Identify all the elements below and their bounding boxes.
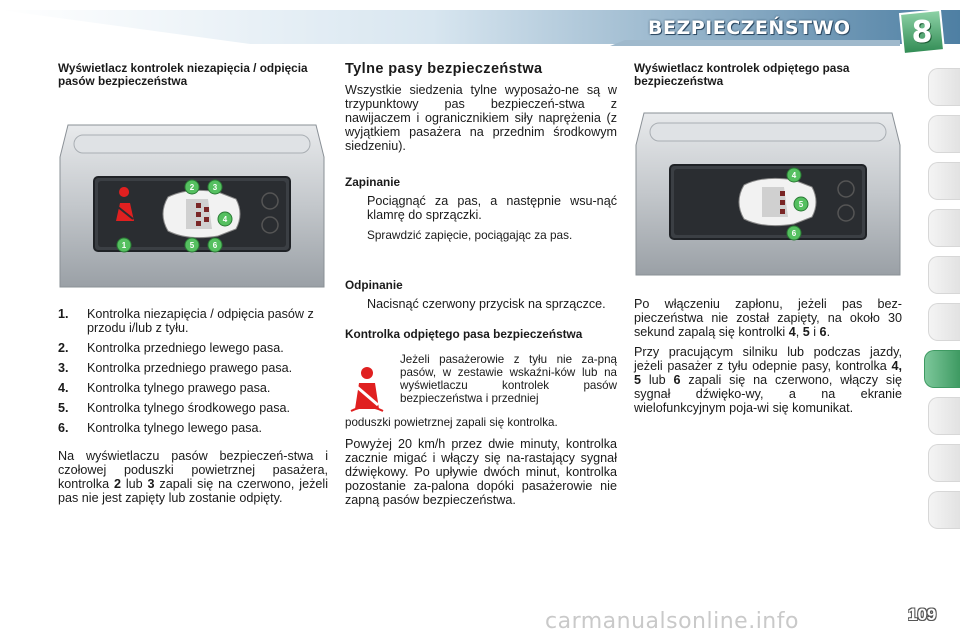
indicator-label: 2 xyxy=(189,183,195,192)
chapter-tab[interactable] xyxy=(928,162,960,200)
chapter-title: BEZPIECZEŃSTWO xyxy=(648,17,851,39)
chapter-tab[interactable] xyxy=(928,115,960,153)
chapter-number-badge: 8 xyxy=(911,15,933,50)
fasten-heading: Zapinanie xyxy=(345,175,401,189)
indicator-label: 6 xyxy=(212,241,218,250)
column-left xyxy=(58,62,328,505)
indicator-label: 6 xyxy=(791,229,797,238)
chapter-tab[interactable] xyxy=(928,68,960,106)
watermark: carmanualsonline.info xyxy=(545,609,799,634)
driving-paragraph: Przy pracującym silniku lub podczas jazdy, jeżeli pasażer z tyłu odepnie pasy, kontrolka 4, 5 lub 6 zapali się na czerwono, włączy się sygnał dźwięko-wy, a na ekranie wielofunkcyjnym poja-wi się komunikat. xyxy=(634,345,902,415)
column-middle xyxy=(345,62,617,507)
warning-paragraph: Powyżej 20 km/h przez dwie minuty, kontrolka zacznie migać i włączy się na-rastający sygnał dźwiękowy. Po upływie dwóch minut, kontrolka pozostanie za-palona dopóki pasażerowie nie zapną pasów bezpieczeństwa. xyxy=(345,437,617,508)
chapter-tab-active[interactable] xyxy=(924,350,960,388)
bullet-item: Nacisnąć czerwony przycisk na sprzączce. xyxy=(367,297,606,311)
indicator-label: 5 xyxy=(798,200,804,209)
list-item: 1. Kontrolka niezapięcia / odpięcia pasów z przodu i/lub z tyłu. xyxy=(58,307,314,335)
intro-paragraph: Wszystkie siedzenia tylne wyposażo-ne są w trzypunktowy pas bezpieczeń-stwa z nawijaczem i ogranicznikiem siły naprężenia (z wyjątkiem pasażera na przednim środkowym siedzeniu). xyxy=(345,83,617,153)
bullet-item: Sprawdzić zapięcie, pociągając za pas. xyxy=(367,228,573,242)
page-number: 109 xyxy=(908,605,937,624)
list-item: 3. Kontrolka przedniego prawego pasa. xyxy=(58,361,293,375)
seatbelt-display-illustration xyxy=(58,117,326,297)
bullet-item: Pociągnąć za pas, a następnie wsu-nąć klamrę do sprzączki. xyxy=(367,194,617,222)
chapter-tab[interactable] xyxy=(928,491,960,529)
column-right xyxy=(634,62,902,415)
rear-belt-display-illustration xyxy=(634,105,902,285)
chapter-tab[interactable] xyxy=(928,397,960,435)
warning-text: Jeżeli pasażerowie z tyłu nie za-pną pasów, w zestawie wskaźni-ków lub na wyświetlaczu kontrolek pasów bezpieczeństwa i przedniej xyxy=(400,352,617,405)
seatbelt-warning-icon xyxy=(345,365,389,413)
ignition-paragraph: Po włączeniu zapłonu, jeżeli pas bez-pieczeństwa nie został zapięty, na około 30 sekund zapalą się kontrolki 4, 5 i 6. xyxy=(634,297,902,339)
list-item: 2. Kontrolka przedniego lewego pasa. xyxy=(58,341,284,355)
indicator-label: 3 xyxy=(212,183,218,192)
chapter-tab[interactable] xyxy=(928,256,960,294)
section-heading: Wyświetlacz kontrolek odpiętego pasa bezpieczeństwa xyxy=(634,61,850,88)
indicator-label: 4 xyxy=(222,215,228,224)
list-item: 6. Kontrolka tylnego lewego pasa. xyxy=(58,421,263,435)
indicator-list xyxy=(58,307,328,435)
warning-text-continued: poduszki powietrznej zapali się kontrolka. xyxy=(345,416,558,430)
warning-heading: Kontrolka odpiętego pasa bezpieczeństwa xyxy=(345,327,583,341)
chapter-tab[interactable] xyxy=(928,303,960,341)
section-heading: Wyświetlacz kontrolek niezapięcia / odpięcia pasów bezpieczeństwa xyxy=(58,61,308,88)
section-title: Tylne pasy bezpieczeństwa xyxy=(345,61,543,77)
chapter-tabs xyxy=(928,68,960,538)
unfasten-heading: Odpinanie xyxy=(345,278,403,292)
chapter-tab[interactable] xyxy=(928,444,960,482)
chapter-tab[interactable] xyxy=(928,209,960,247)
airbag-paragraph: Na wyświetlaczu pasów bezpieczeń-stwa i czołowej poduszki powietrznej pasażera, kontrolka 2 lub 3 zapali się na czerwono, jeżeli pas nie jest zapięty lub zostanie odpięty. xyxy=(58,449,328,505)
indicator-label: 5 xyxy=(189,241,195,250)
list-item: 4. Kontrolka tylnego prawego pasa. xyxy=(58,381,271,395)
indicator-label: 4 xyxy=(791,171,797,180)
warning-block xyxy=(345,353,617,405)
list-item: 5. Kontrolka tylnego środkowego pasa. xyxy=(58,401,291,415)
indicator-label: 1 xyxy=(121,241,127,250)
